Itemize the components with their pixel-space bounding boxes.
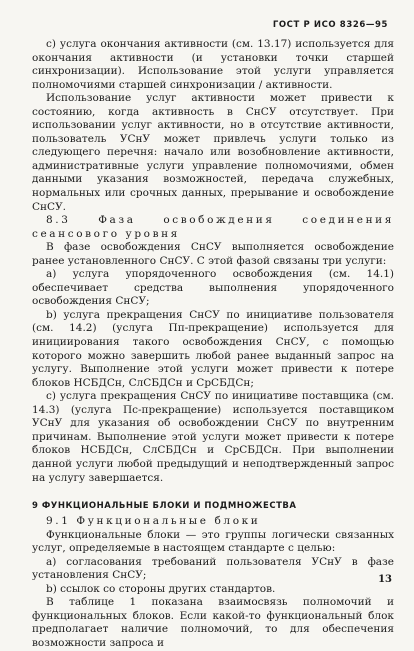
paragraph-table-1: В таблице 1 показана взаимосвязь полномочий и функциональных блоков. Если какой-то функциональный блок предполагает наличие полномочий, то для обеспечения возможности запроса и [32, 596, 394, 649]
subsection-heading-9-1: 9.1 Функциональные блоки [46, 515, 261, 528]
list-item-b: b) услуга прекращения СнСУ по инициативе пользователя (см. 14.2) (услуга Пп-прекращение) используется для инициирования такого освобождения СнСУ, с помощью которого можно завершить любой ранее выданный запрос на услугу. Выполнение этой услуги может привести к потере блоков НСБДСн, СлСБДСн и СрСБДСн; [32, 308, 394, 389]
paragraph-functional-blocks: Функциональные блоки — это группы логически связанных услуг, определяемые в настоящем стандарте с целью: [32, 528, 394, 555]
page-content [32, 38, 394, 651]
document-header: ГОСТ Р ИСО 8326—95 [272, 20, 388, 30]
paragraph-activity-usage: Использование услуг активности может привести к состоянию, когда активность в СнСУ отсутствует. При использовании услуг активности, но в отсутствие активности, пользователь УСнУ может привлечь услуги только из следующего перечня: начало или возобновление активности, административные услуги управление полномочиями, обмен данными указания возможностей, передача служебных, нормальных или срочных данных, прерывание и освобождение СнСУ. [32, 92, 394, 213]
list-item-9-a: a) согласования требований пользователя УСнУ в фазе установления СнСУ; [32, 555, 394, 582]
paragraph-release-phase: В фазе освобождения СнСУ выполняется освобождение ранее установленного СнСУ. С этой фазой связаны три услуги: [32, 241, 394, 267]
section-heading-9: 9 ФУНКЦИОНАЛЬНЫЕ БЛОКИ И ПОДМНОЖЕСТВА [32, 501, 297, 512]
list-item-c: c) услуга прекращения СнСУ по инициативе поставщика (см. 14.3) (услуга Пс-прекращение) используется поставщиком УСнУ для указания об освобождении СнСУ по внутренним причинам. Выполнение этой услуги может привести к потере блоков НСБДСн, СлСБДСн и СрСБДСн. При выполнении данной услуги любой предыдущий и неподтвержденный запрос на услугу завершается. [32, 390, 394, 484]
list-item-9-b: b) ссылок со стороны других стандартов. [46, 582, 276, 595]
subsection-heading-8-3: 8.3 Фаза освобождения соединения сеансового уровня [32, 214, 394, 240]
list-item-a: a) услуга упорядоченного освобождения (см. 14.1) обеспечивает средства выполнения упорядоченного освобождения СнСУ; [32, 268, 394, 308]
page-number: 13 [378, 574, 392, 585]
paragraph-activity-end: c) услуга окончания активности (см. 13.17) используется для окончания активности (и установки точки старшей синхронизации). Использование этой услуги управляется полномочиями старшей синхронизации / активности. [32, 38, 394, 91]
